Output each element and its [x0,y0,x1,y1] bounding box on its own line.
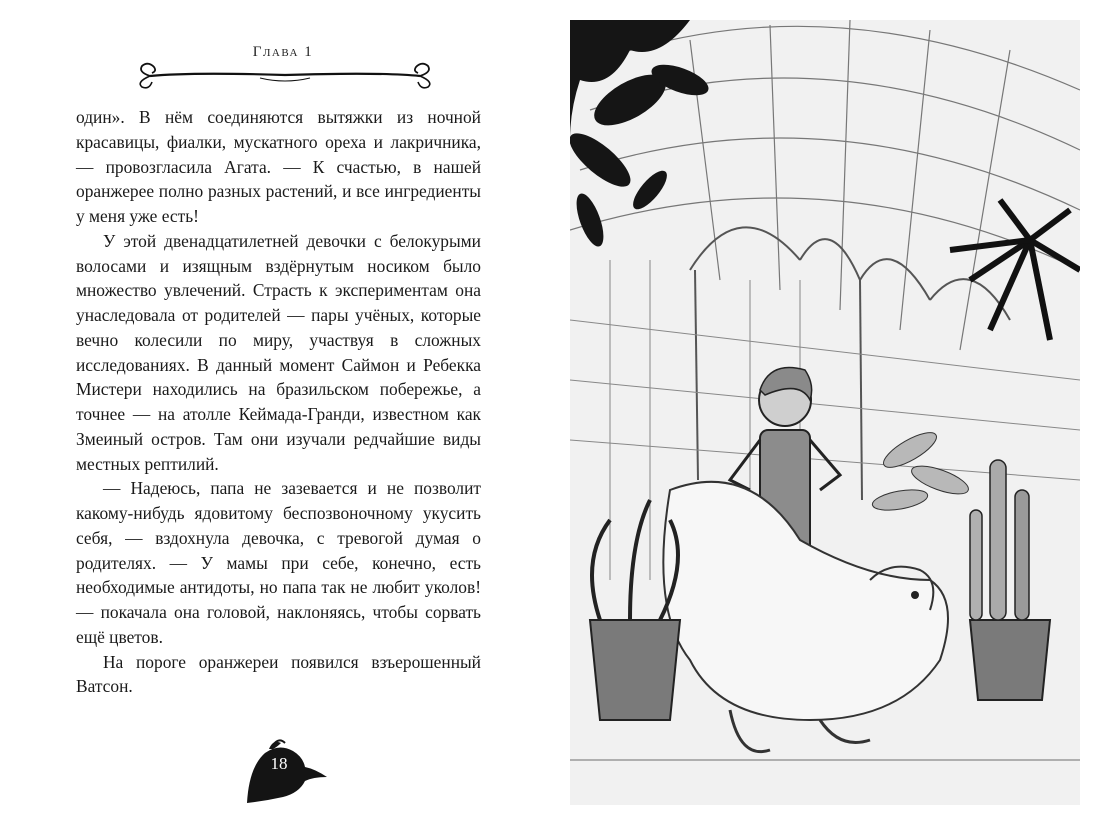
ornament-divider [130,62,440,90]
body-text [76,105,481,699]
paragraph: У этой двенадцатилетней девочки с белокурыми волосами и изящным вздёрнутым носиком было множество увлечений. Страсть к экспериментам она унаследовала от родителей — пары учёных, которые вечно колесили по миру, участвуя в сложных исследованиях. В данный момент Саймон и Ребекка Мистери находились на бразильском побережье, а точнее — на атолле Кеймада-Гранди, известном как Змеиный остров. Там они изучали редчайшие виды местных рептилий. [76,230,481,474]
paragraph: На пороге оранжереи появился взъерошенный Ватсон. [76,651,481,697]
greenhouse-illustration [570,20,1080,805]
running-head: Глава 1 [252,44,314,60]
paragraph: — Надеюсь, папа не зазевается и не позволит какому-нибудь ядовитому беспозвоночному укусить себя, — вздохнула девочка, с тревогой думая о родителях. — У мамы при себе, конечно, есть необходимые антидоты, но папа так не любит уколов! — покачала она головой, наклоняясь, чтобы сорвать ещё цветов. [76,478,481,647]
paragraph: один». В нём соединяются вытяжки из ночной красавицы, фиалки, мускатного ореха и лакричника, — провозгласила Агата. — К счастью, в нашей оранжерее полно разных растений, и все ингредиенты у меня уже есть! [76,107,481,226]
page-number: 18 [270,754,288,773]
illustration-art [570,20,1080,805]
